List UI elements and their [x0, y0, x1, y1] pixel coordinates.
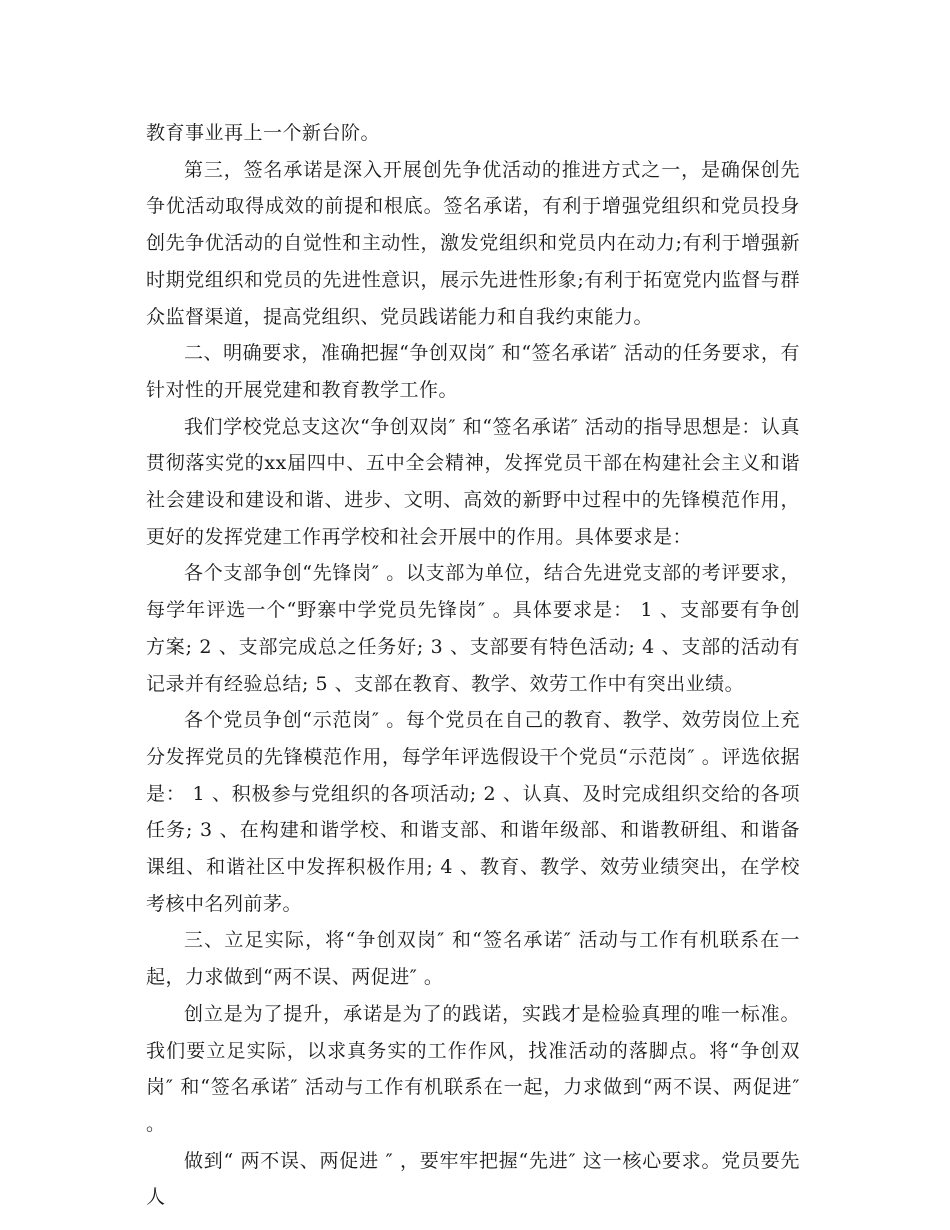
section-heading-two: 二、明确要求，准确把握“争创双岗″ 和“签名承诺″ 活动的任务要求，有针对性的开展党建和教育教学工作。 [146, 342, 800, 401]
paragraph-continuation: 教育事业再上一个新台阶。 [146, 122, 381, 144]
paragraph-practice: 创立是为了提升，承诺是为了的践诺，实践才是检验真理的唯一标准。我们要立足实际，以求真务实的工作作风，找准活动的落脚点。将“争创双岗″ 和“签名承诺″ 活动与工作有机联系在一起，力求做到“两不误、两促进″ 。 [146, 1002, 800, 1135]
paragraph-guiding-thought: 我们学校党总支这次“争创双岗″ 和“签名承诺″ 活动的指导思想是：认真贯彻落实党的xx届四中、五中全会精神，发挥党员干部在构建社会主义和谐社会建设和建设和谐、进步、文明、高效的新野中过程中的先锋模范作用，更好的发挥党建工作再学校和社会开展中的作用。具体要求是： [146, 415, 800, 548]
paragraph-member-model-post: 各个党员争创“示范岗″ 。每个党员在自己的教育、教学、效劳岗位上充分发挥党员的先锋模范作用，每学年评选假设干个党员“示范岗″ 。评选依据是： 1 、积极参与党组织的各项活动; 2 、认真、及时完成组织交给的各项任务; 3 、在构建和谐学校、和谐支部、和谐年级部、和谐教研组、和谐备课组、和谐社区中发挥积极作用; 4 、教育、教学、效劳业绩突出，在学校考核中名列前茅。 [146, 709, 800, 915]
paragraph-branch-pioneer-post: 各个支部争创“先锋岗″ 。以支部为单位，结合先进党支部的考评要求，每学年评选一个“野寨中学党员先锋岗″ 。具体要求是： 1 、支部要有争创方案; 2 、支部完成总之任务好; 3 、支部要有特色活动; 4 、支部的活动有记录并有经验总结; 5 、支部在教育、教学、效劳工作中有突出业绩。 [146, 562, 800, 695]
paragraph-signature-commitment: 第三，签名承诺是深入开展创先争优活动的推进方式之一，是确保创先争优活动取得成效的前提和根底。签名承诺，有利于增强党组织和党员投身创先争优活动的自觉性和主动性，激发党组织和党员内在动力;有利于增强新时期党组织和党员的先进性意识，展示先进性形象;有利于拓宽党内监督与群众监督渠道，提高党组织、党员践诺能力和自我约束能力。 [146, 158, 800, 328]
section-heading-three: 三、立足实际，将“争创双岗″ 和“签名承诺″ 活动与工作有机联系在一起，力求做到“两不误、两促进″ 。 [146, 929, 800, 989]
paragraph-two-no-delays: 做到“ 两不误、两促进 ″ ，要牢牢把握“先进″ 这一核心要求。党员要先人 [146, 1149, 800, 1209]
